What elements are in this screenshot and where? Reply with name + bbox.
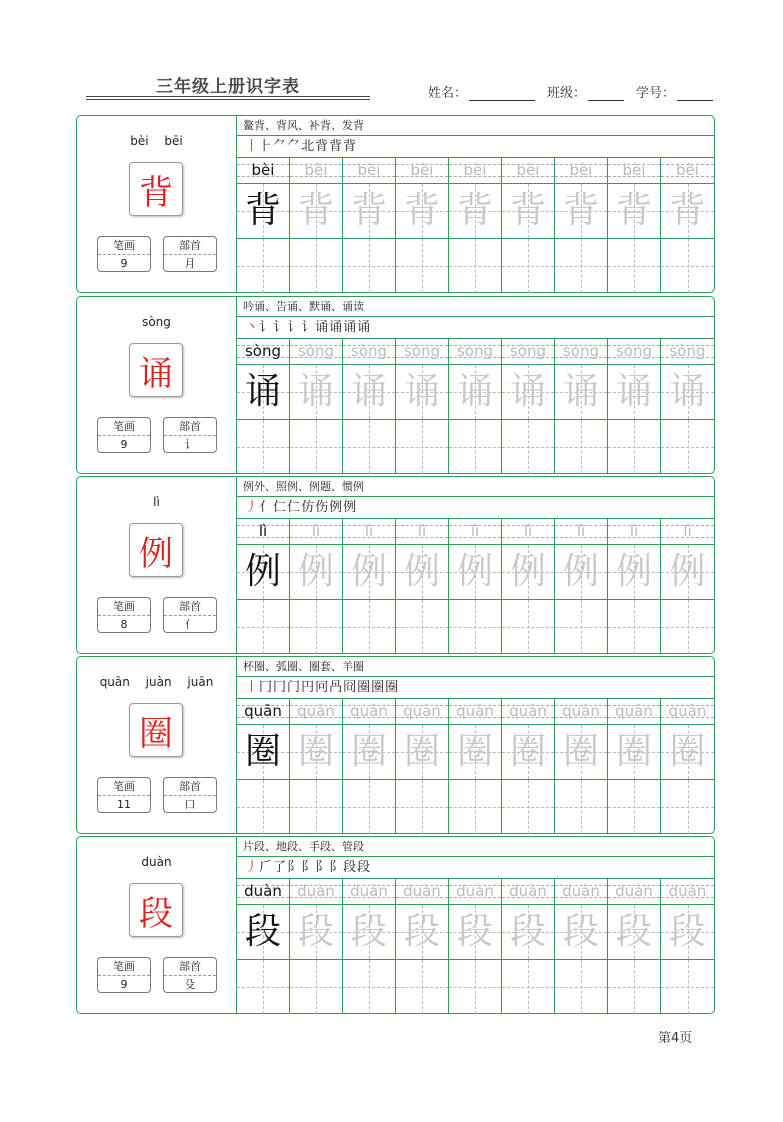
char-pinyin: duàn: [141, 855, 172, 869]
radical-value: 讠: [184, 438, 196, 451]
blank-practice-cell[interactable]: [396, 420, 449, 474]
blank-practice-cell[interactable]: [502, 780, 555, 834]
stroke-step: 背: [329, 139, 344, 154]
stroke-count-value: 9: [120, 257, 128, 270]
blank-practice-cell[interactable]: [290, 420, 343, 474]
class-field[interactable]: [547, 82, 624, 101]
pinyin-trace-cell[interactable]: bèi: [449, 158, 502, 184]
name-blank[interactable]: [469, 87, 535, 101]
pinyin-trace-cell[interactable]: lì: [343, 519, 396, 545]
stroke-count-box: [97, 417, 151, 453]
char-trace-cell[interactable]: 例: [661, 545, 714, 599]
pinyin-trace-cell[interactable]: sòng: [449, 339, 502, 365]
char-trace-cell[interactable]: 背: [343, 184, 396, 238]
pinyin-trace-cell[interactable]: duàn: [396, 879, 449, 905]
blank-practice-cell[interactable]: [237, 600, 290, 654]
stroke-step: 冂: [259, 680, 274, 695]
pinyin-trace-cell[interactable]: quān: [449, 699, 502, 725]
blank-practice-cell[interactable]: [396, 780, 449, 834]
char-trace-cell[interactable]: 圈: [608, 725, 661, 779]
stroke-step: 背: [343, 139, 358, 154]
stroke-step: 𠂆: [259, 860, 274, 875]
pinyin-trace-cell[interactable]: sòng: [290, 339, 343, 365]
stroke-count-value: 8: [120, 618, 128, 631]
radical-label: 部首: [164, 598, 216, 616]
char-blank-row: [237, 419, 714, 473]
character-card: [76, 836, 715, 1014]
example-words: 片段、地段、手段、管段: [237, 837, 714, 857]
char-trace-cell[interactable]: 背: [290, 184, 343, 238]
example-words: 鳌背、背风、补背、发背: [237, 116, 714, 136]
stroke-step: 冏: [343, 680, 358, 695]
blank-practice-cell[interactable]: [237, 780, 290, 834]
pinyin-trace-cell[interactable]: lì: [608, 519, 661, 545]
stroke-step: 伤: [315, 500, 330, 515]
char-model-cell[interactable]: 段: [237, 905, 290, 959]
stroke-step: 门: [287, 680, 302, 695]
char-pinyin: quān juàn juān: [99, 675, 214, 689]
stroke-step: 冎: [329, 680, 344, 695]
radical-value: 月: [184, 257, 196, 270]
char-trace-cell[interactable]: 诵: [555, 365, 608, 419]
main-character: 圈: [129, 703, 183, 757]
pinyin-trace-cell[interactable]: duàn: [449, 879, 502, 905]
char-blank-row: [237, 779, 714, 833]
char-trace-row: [237, 184, 714, 238]
stroke-count-box: [97, 597, 151, 633]
blank-practice-cell[interactable]: [608, 600, 661, 654]
stroke-step: 北: [301, 139, 316, 154]
char-trace-cell[interactable]: 诵: [396, 365, 449, 419]
pinyin-trace-cell[interactable]: sòng: [396, 339, 449, 365]
char-model-cell[interactable]: 背: [237, 184, 290, 238]
blank-practice-cell[interactable]: [449, 780, 502, 834]
stroke-step: 诵: [357, 320, 372, 335]
char-info-panel: [77, 477, 237, 653]
stroke-step: 丨: [245, 139, 260, 154]
char-trace-cell[interactable]: 段: [290, 905, 343, 959]
radical-label: 部首: [164, 778, 216, 796]
blank-practice-cell[interactable]: [290, 239, 343, 293]
blank-practice-cell[interactable]: [396, 600, 449, 654]
stroke-step: 例: [329, 500, 344, 515]
blank-practice-cell[interactable]: [502, 239, 555, 293]
pinyin-trace-cell[interactable]: bèi: [396, 158, 449, 184]
radical-box: [163, 957, 217, 993]
class-label: 班级：: [547, 86, 587, 101]
char-blank-row: [237, 599, 714, 653]
char-trace-cell[interactable]: 诵: [449, 365, 502, 419]
example-words: 例外、照例、例题、惯例: [237, 477, 714, 497]
char-trace-cell[interactable]: 段: [343, 905, 396, 959]
stroke-step: 诵: [315, 320, 330, 335]
char-pinyin: sòng: [142, 315, 171, 329]
char-model-cell[interactable]: 圈: [237, 725, 290, 779]
stroke-step: 了: [273, 860, 288, 875]
title-underline-double: [86, 99, 370, 100]
char-info-panel: [77, 837, 237, 1013]
pinyin-trace-cell[interactable]: bèi: [555, 158, 608, 184]
blank-practice-cell[interactable]: [555, 780, 608, 834]
radical-label: 部首: [164, 237, 216, 255]
char-model-cell[interactable]: 诵: [237, 365, 290, 419]
char-trace-cell[interactable]: 诵: [661, 365, 714, 419]
pinyin-trace-cell[interactable]: quān: [343, 699, 396, 725]
blank-practice-cell[interactable]: [396, 960, 449, 1014]
stroke-step: 丿: [245, 500, 260, 515]
blank-practice-cell[interactable]: [290, 600, 343, 654]
stroke-order: [237, 677, 714, 699]
practice-panel: [237, 116, 714, 292]
char-trace-cell[interactable]: 圈: [449, 725, 502, 779]
char-blank-row: [237, 959, 714, 1013]
char-trace-cell[interactable]: 例: [555, 545, 608, 599]
main-character: 例: [129, 523, 183, 577]
pinyin-trace-cell[interactable]: lì: [449, 519, 502, 545]
blank-practice-cell[interactable]: [608, 239, 661, 293]
id-label: 学号：: [636, 86, 676, 101]
char-trace-cell[interactable]: 背: [396, 184, 449, 238]
stroke-count-value: 11: [117, 798, 131, 811]
blank-practice-cell[interactable]: [555, 960, 608, 1014]
blank-practice-cell[interactable]: [343, 780, 396, 834]
pinyin-trace-cell[interactable]: duàn: [343, 879, 396, 905]
practice-panel: [237, 837, 714, 1013]
char-trace-row: [237, 905, 714, 959]
char-trace-cell[interactable]: 段: [608, 905, 661, 959]
stroke-count-box: [97, 236, 151, 272]
practice-panel: [237, 297, 714, 473]
blank-practice-cell[interactable]: [502, 960, 555, 1014]
character-card: [76, 115, 715, 293]
char-trace-cell[interactable]: 背: [661, 184, 714, 238]
page-title: 三年级上册识字表: [156, 77, 300, 97]
stroke-order: [237, 857, 714, 879]
stroke-step: 丶: [245, 320, 260, 335]
char-trace-cell[interactable]: 圈: [555, 725, 608, 779]
blank-practice-cell[interactable]: [290, 780, 343, 834]
blank-practice-cell[interactable]: [449, 960, 502, 1014]
char-trace-cell[interactable]: 段: [661, 905, 714, 959]
blank-practice-cell[interactable]: [502, 420, 555, 474]
blank-practice-cell[interactable]: [555, 420, 608, 474]
pinyin-model-cell[interactable]: bèi: [237, 158, 290, 184]
blank-practice-cell[interactable]: [237, 420, 290, 474]
pinyin-practice-row: [237, 879, 714, 905]
blank-practice-cell[interactable]: [555, 600, 608, 654]
stroke-step: 丨: [245, 680, 260, 695]
pinyin-trace-cell[interactable]: quān: [661, 699, 714, 725]
stroke-step: 讠: [259, 320, 274, 335]
char-trace-cell[interactable]: 例: [343, 545, 396, 599]
stroke-step: 讠: [287, 320, 302, 335]
radical-box: [163, 777, 217, 813]
stroke-step: 诵: [343, 320, 358, 335]
stroke-count-value: 9: [120, 438, 128, 451]
stroke-step: ⺈: [287, 139, 302, 154]
pinyin-trace-cell[interactable]: sòng: [555, 339, 608, 365]
practice-panel: [237, 657, 714, 833]
pinyin-practice-row: [237, 519, 714, 545]
char-trace-row: [237, 365, 714, 419]
blank-practice-cell[interactable]: [449, 600, 502, 654]
pinyin-trace-cell[interactable]: bèi: [661, 158, 714, 184]
radical-value: 亻: [184, 618, 196, 631]
char-trace-row: [237, 725, 714, 779]
stroke-count-label: 笔画: [98, 958, 150, 976]
pinyin-trace-cell[interactable]: quān: [555, 699, 608, 725]
pinyin-trace-cell[interactable]: bèi: [343, 158, 396, 184]
pinyin-trace-cell[interactable]: bèi: [502, 158, 555, 184]
practice-panel: [237, 477, 714, 653]
char-trace-cell[interactable]: 例: [502, 545, 555, 599]
stroke-order: [237, 497, 714, 519]
char-info-panel: [77, 297, 237, 473]
pinyin-trace-cell[interactable]: duàn: [555, 879, 608, 905]
pinyin-trace-cell[interactable]: duàn: [290, 879, 343, 905]
blank-practice-cell[interactable]: [661, 780, 714, 834]
stroke-step: 圈: [385, 680, 400, 695]
stroke-order: [237, 317, 714, 339]
stroke-step: 例: [343, 500, 358, 515]
character-card: [76, 476, 715, 654]
pinyin-model-cell[interactable]: lì: [237, 519, 290, 545]
char-trace-cell[interactable]: 圈: [343, 725, 396, 779]
blank-practice-cell[interactable]: [449, 420, 502, 474]
char-trace-cell[interactable]: 例: [449, 545, 502, 599]
class-blank[interactable]: [588, 87, 624, 101]
blank-practice-cell[interactable]: [343, 600, 396, 654]
pinyin-trace-cell[interactable]: lì: [661, 519, 714, 545]
char-trace-cell[interactable]: 诵: [608, 365, 661, 419]
stroke-step: 阝: [301, 860, 316, 875]
pinyin-trace-cell[interactable]: bèi: [290, 158, 343, 184]
char-trace-cell[interactable]: 段: [555, 905, 608, 959]
char-trace-cell[interactable]: 诵: [343, 365, 396, 419]
char-trace-cell[interactable]: 背: [449, 184, 502, 238]
pinyin-trace-cell[interactable]: quān: [608, 699, 661, 725]
char-trace-cell[interactable]: 圈: [396, 725, 449, 779]
stroke-step: ⺈: [273, 139, 288, 154]
char-trace-cell[interactable]: 诵: [502, 365, 555, 419]
stroke-step: 圈: [371, 680, 386, 695]
blank-practice-cell[interactable]: [661, 960, 714, 1014]
stroke-step: 阝: [315, 860, 330, 875]
stroke-step: 段: [357, 860, 372, 875]
stroke-step: 円: [301, 680, 316, 695]
char-trace-cell[interactable]: 背: [608, 184, 661, 238]
pinyin-trace-cell[interactable]: duàn: [661, 879, 714, 905]
blank-practice-cell[interactable]: [343, 420, 396, 474]
radical-label: 部首: [164, 418, 216, 436]
radical-value: 口: [184, 798, 196, 811]
blank-practice-cell[interactable]: [449, 239, 502, 293]
name-field[interactable]: [428, 82, 535, 101]
stroke-step: 圈: [357, 680, 372, 695]
pinyin-trace-cell[interactable]: lì: [290, 519, 343, 545]
stroke-count-label: 笔画: [98, 598, 150, 616]
char-trace-cell[interactable]: 背: [555, 184, 608, 238]
blank-practice-cell[interactable]: [608, 780, 661, 834]
stroke-count-box: [97, 777, 151, 813]
pinyin-trace-cell[interactable]: lì: [502, 519, 555, 545]
example-words: 吟诵、告诵、默诵、诵读: [237, 297, 714, 317]
char-trace-cell[interactable]: 圈: [502, 725, 555, 779]
pinyin-trace-cell[interactable]: quān: [396, 699, 449, 725]
pinyin-trace-cell[interactable]: sòng: [661, 339, 714, 365]
stroke-step: 阝: [329, 860, 344, 875]
character-card: [76, 296, 715, 474]
main-character: 诵: [129, 343, 183, 397]
stroke-step: 讠: [273, 320, 288, 335]
blank-practice-cell[interactable]: [237, 239, 290, 293]
pinyin-trace-cell[interactable]: duàn: [502, 879, 555, 905]
blank-practice-cell[interactable]: [661, 239, 714, 293]
char-trace-cell[interactable]: 段: [449, 905, 502, 959]
stroke-count-label: 笔画: [98, 237, 150, 255]
radical-box: [163, 417, 217, 453]
stroke-count-label: 笔画: [98, 418, 150, 436]
char-pinyin: bèi bēi: [130, 134, 183, 148]
pinyin-model-cell[interactable]: sòng: [237, 339, 290, 365]
char-trace-cell[interactable]: 例: [608, 545, 661, 599]
stroke-step: 诵: [329, 320, 344, 335]
page-number: 第4页: [658, 1031, 693, 1046]
student-info: [428, 82, 725, 101]
radical-box: [163, 597, 217, 633]
char-blank-row: [237, 238, 714, 292]
pinyin-practice-row: [237, 158, 714, 184]
char-info-panel: [77, 657, 237, 833]
pinyin-trace-cell[interactable]: sòng: [502, 339, 555, 365]
example-words: 杯圈、弧圈、圈套、羊圈: [237, 657, 714, 677]
id-field[interactable]: [636, 82, 713, 101]
stroke-order: [237, 136, 714, 158]
stroke-step: 冂: [273, 680, 288, 695]
title-underline: [86, 96, 370, 97]
id-blank[interactable]: [677, 87, 713, 101]
blank-practice-cell[interactable]: [608, 960, 661, 1014]
blank-practice-cell[interactable]: [608, 420, 661, 474]
pinyin-trace-cell[interactable]: quān: [502, 699, 555, 725]
pinyin-practice-row: [237, 339, 714, 365]
char-info-panel: [77, 116, 237, 292]
char-trace-cell[interactable]: 例: [396, 545, 449, 599]
name-label: 姓名：: [428, 86, 468, 101]
blank-practice-cell[interactable]: [237, 960, 290, 1014]
blank-practice-cell[interactable]: [290, 960, 343, 1014]
char-pinyin: lì: [153, 495, 160, 509]
stroke-step: 丿: [245, 860, 260, 875]
stroke-step: 亻: [259, 500, 274, 515]
char-trace-cell[interactable]: 圈: [661, 725, 714, 779]
pinyin-trace-cell[interactable]: lì: [555, 519, 608, 545]
char-trace-cell[interactable]: 例: [290, 545, 343, 599]
pinyin-trace-cell[interactable]: duàn: [608, 879, 661, 905]
pinyin-model-cell[interactable]: quān: [237, 699, 290, 725]
main-character: 背: [129, 162, 183, 216]
blank-practice-cell[interactable]: [343, 239, 396, 293]
char-trace-row: [237, 545, 714, 599]
char-trace-cell[interactable]: 段: [396, 905, 449, 959]
blank-practice-cell[interactable]: [661, 420, 714, 474]
stroke-step: 仁: [273, 500, 288, 515]
stroke-step: 阝: [287, 860, 302, 875]
blank-practice-cell[interactable]: [661, 600, 714, 654]
pinyin-practice-row: [237, 699, 714, 725]
stroke-step: 仁: [287, 500, 302, 515]
character-card: [76, 656, 715, 834]
blank-practice-cell[interactable]: [396, 239, 449, 293]
stroke-step: 讠: [301, 320, 316, 335]
stroke-count-value: 9: [120, 978, 128, 991]
char-trace-cell[interactable]: 背: [502, 184, 555, 238]
pinyin-trace-cell[interactable]: bèi: [608, 158, 661, 184]
stroke-step: ⺊: [259, 139, 274, 154]
radical-value: 殳: [184, 978, 196, 991]
blank-practice-cell[interactable]: [343, 960, 396, 1014]
blank-practice-cell[interactable]: [555, 239, 608, 293]
pinyin-trace-cell[interactable]: lì: [396, 519, 449, 545]
pinyin-model-cell[interactable]: duàn: [237, 879, 290, 905]
stroke-step: 段: [343, 860, 358, 875]
pinyin-trace-cell[interactable]: sòng: [343, 339, 396, 365]
radical-box: [163, 236, 217, 272]
stroke-count-box: [97, 957, 151, 993]
blank-practice-cell[interactable]: [502, 600, 555, 654]
char-model-cell[interactable]: 例: [237, 545, 290, 599]
pinyin-trace-cell[interactable]: sòng: [608, 339, 661, 365]
stroke-step: 背: [315, 139, 330, 154]
radical-label: 部首: [164, 958, 216, 976]
stroke-step: 冋: [315, 680, 330, 695]
main-character: 段: [129, 883, 183, 937]
pinyin-trace-cell[interactable]: quān: [290, 699, 343, 725]
stroke-step: 仿: [301, 500, 316, 515]
stroke-count-label: 笔画: [98, 778, 150, 796]
char-trace-cell[interactable]: 段: [502, 905, 555, 959]
char-trace-cell[interactable]: 圈: [290, 725, 343, 779]
char-trace-cell[interactable]: 诵: [290, 365, 343, 419]
